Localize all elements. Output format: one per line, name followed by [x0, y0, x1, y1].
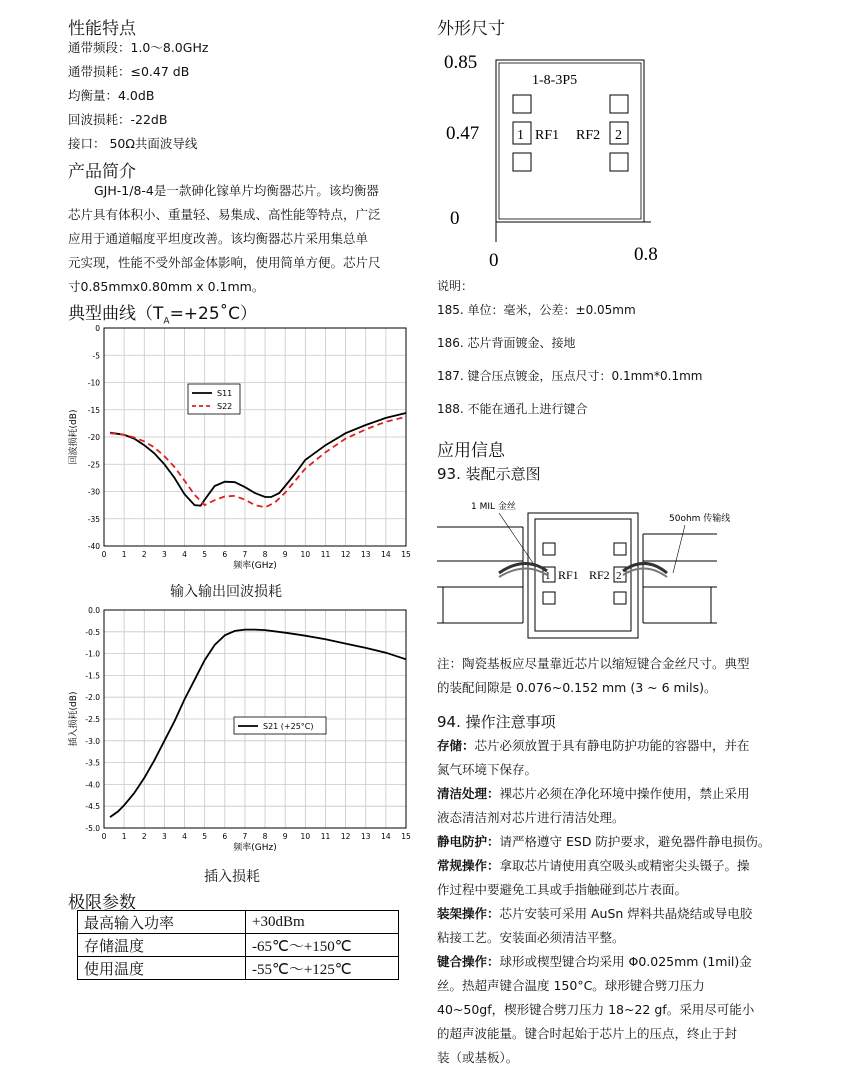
y-tick-label: -25	[87, 460, 100, 470]
rf1-label: RF1	[535, 128, 560, 143]
perf-list	[68, 36, 208, 156]
note-item: 188. 不能在通孔上进行键合	[437, 402, 588, 416]
ops-line: 装（或基板）。	[437, 1050, 519, 1065]
pad	[543, 543, 555, 555]
perf-item: 回波损耗：-22dB	[68, 112, 168, 127]
notes-title: 说明：	[437, 279, 474, 293]
x-tick-label: 15	[401, 550, 411, 559]
limit-name: 使用温度	[78, 957, 246, 980]
x-tick-label: 1	[121, 550, 127, 559]
assembly-diagram	[437, 497, 737, 647]
pad-1-label: 1	[545, 570, 551, 582]
intro-text	[68, 179, 418, 299]
pad	[543, 592, 555, 604]
x-tick-label: 2	[141, 832, 147, 841]
x-tick-label: 5	[202, 832, 208, 841]
y-tick: 0.47	[446, 123, 480, 144]
y-tick-label: -20	[87, 433, 100, 442]
pad	[610, 95, 628, 113]
y-tick-label: -4.5	[85, 802, 100, 812]
pad	[513, 153, 531, 171]
x-tick-label: 1	[121, 832, 127, 841]
limit-value: -65℃～+150℃	[246, 934, 399, 957]
ops-line: 丝。热超声键合温度 150°C。球形键合劈刀压力	[437, 978, 705, 993]
table-row	[78, 934, 399, 957]
leader-line	[673, 525, 685, 573]
x-tick-label: 10	[300, 832, 311, 841]
chip-label: 1-8-3P5	[532, 73, 578, 88]
x-tick-label: 4	[182, 832, 187, 841]
limits-title: 极限参数	[68, 893, 136, 913]
app-title: 应用信息	[437, 441, 505, 461]
notes-list	[437, 301, 702, 433]
y-tick-label: -2.0	[85, 693, 100, 703]
x-tick-label: 8	[262, 550, 268, 559]
perf-item: 通带频段：1.0～8.0GHz	[68, 40, 209, 55]
y-tick-label: -5	[92, 351, 100, 361]
legend-label: S22	[217, 402, 233, 411]
note-item: 187. 键合压点镀金，压点尺寸：0.1mm*0.1mm	[437, 369, 703, 383]
y-tick-label: -1.5	[85, 671, 100, 681]
y-tick-label: -3.0	[85, 736, 100, 746]
y-tick-label: -5.0	[85, 824, 100, 833]
x-tick-label: 5	[202, 550, 208, 559]
limit-name: 存储温度	[78, 934, 246, 957]
note-item: 186. 芯片背面镀金、接地	[437, 336, 576, 350]
chart1-caption: 输入输出回波损耗	[170, 584, 282, 600]
perf-item: 均衡量：4.0dB	[68, 88, 155, 103]
assembly-note	[437, 652, 750, 700]
x-tick-label: 6	[222, 550, 228, 559]
perf-item: 接口： 50Ω共面波导线	[68, 136, 198, 151]
x-axis-label: 频率(GHz)	[233, 561, 277, 571]
legend-label: S11	[217, 389, 233, 398]
ops-line: 粘接工艺。安装面必须清洁平整。	[437, 930, 625, 945]
x-tick-label: 10	[300, 550, 311, 559]
y-tick-label: -10	[87, 378, 100, 388]
note-line: 的装配间隙是 0.076~0.152 mm (3 ~ 6 mils)。	[437, 680, 717, 695]
intro-line: GJH-1/8-4是一款砷化镓单片均衡器芯片。该均衡器	[94, 183, 379, 198]
ops-item: 静电防护：请严格遵守 ESD 防护要求，避免器件静电损伤。	[437, 834, 771, 849]
x-tick-label: 6	[222, 832, 228, 841]
y-tick: 0.85	[444, 52, 478, 73]
x-tick-label: 0	[101, 832, 107, 841]
assembly-title: 93. 装配示意图	[437, 465, 541, 483]
x-tick-label: 11	[320, 550, 331, 559]
return-loss-plot	[67, 324, 411, 571]
pad-2-label: 2	[616, 570, 622, 582]
x-tick-label: 3	[162, 832, 167, 841]
line-label: 50ohm 传输线	[669, 514, 731, 524]
y-tick-label: -35	[87, 514, 100, 524]
x-tick-label: 15	[401, 832, 411, 841]
perf-item: 通带损耗：≤0.47 dB	[68, 64, 190, 79]
x-axis-label: 频率(GHz)	[233, 843, 277, 853]
x-tick-label: 7	[242, 550, 248, 559]
return-loss-chart	[62, 318, 422, 586]
outline-drawing	[436, 40, 676, 270]
ops-item: 常规操作：拿取芯片请使用真空吸头或精密尖头镊子。操	[437, 858, 750, 873]
ops-item: 清洁处理：裸芯片必须在净化环境中操作使用，禁止采用	[437, 786, 750, 801]
rf2-label: RF2	[576, 128, 601, 143]
y-tick-label: -30	[87, 487, 100, 497]
y-tick-label: -2.5	[85, 715, 100, 724]
x-tick-label: 4	[182, 550, 187, 559]
y-axis-label: 插入损耗(dB)	[69, 691, 79, 747]
x-tick: 0	[489, 250, 499, 270]
x-tick-label: 14	[381, 550, 391, 559]
y-tick-label: -4.0	[85, 780, 100, 790]
x-tick-label: 13	[360, 832, 371, 841]
curve-title: 典型曲线$(T_A=+25˚C)$	[68, 304, 258, 327]
rf1-label: RF1	[558, 568, 579, 582]
pad	[614, 543, 626, 555]
intro-line: 元实现，性能不受外部金体影响，使用简单方便。芯片尺	[68, 255, 381, 270]
y-tick-label: -40	[87, 542, 100, 551]
ops-item: 装架操作：芯片安装可采用 AuSn 焊料共晶烧结或导电胶	[437, 906, 753, 921]
y-tick-label: 0.0	[88, 606, 100, 615]
intro-line: 应用于通道幅度平坦度改善。该均衡器芯片采用集总单	[68, 231, 369, 246]
table-row	[78, 911, 399, 934]
ops-line: 作过程中要避免工具或手指触碰到芯片表面。	[437, 882, 688, 897]
pad-1-label: 1	[517, 128, 524, 143]
pad	[513, 95, 531, 113]
limit-value: +30dBm	[246, 911, 399, 934]
chart2-caption: 插入损耗	[204, 869, 260, 885]
x-tick: 0.8	[634, 244, 658, 265]
x-tick-label: 3	[162, 550, 167, 559]
pad-2-label: 2	[615, 128, 622, 143]
outline-title: 外形尺寸	[437, 19, 505, 39]
ops-item: 键合操作：球形或楔型键合均采用 Φ0.025mm (1mil)金	[437, 954, 752, 969]
limit-value: -55℃～+125℃	[246, 957, 399, 980]
x-tick-label: 9	[282, 550, 288, 559]
x-tick-label: 8	[262, 832, 268, 841]
intro-title: 产品简介	[68, 162, 136, 182]
perf-title: 性能特点	[68, 19, 136, 39]
ops-line: 液态清洁剂对芯片进行清洁处理。	[437, 810, 625, 825]
y-axis-label: 回波损耗(dB)	[69, 409, 79, 465]
legend-label: S21 (+25°C)	[263, 722, 314, 731]
table-row	[78, 957, 399, 980]
ops-line: 的超声波能量。键合时起始于芯片上的压点，终止于封	[437, 1026, 738, 1041]
limit-name: 最高输入功率	[78, 911, 246, 934]
x-tick-label: 13	[360, 550, 371, 559]
intro-line: 寸0.85mmx0.80mm x 0.1mm。	[68, 279, 265, 294]
insertion-loss-plot	[67, 606, 411, 853]
ops-title: 94. 操作注意事项	[437, 713, 556, 731]
rf2-label: RF2	[589, 568, 610, 582]
x-tick-label: 12	[340, 550, 351, 559]
intro-line: 芯片具有体积小、重量轻、易集成、高性能等特点，广泛	[68, 207, 381, 222]
y-tick-label: -15	[87, 405, 100, 415]
x-tick-label: 7	[242, 832, 248, 841]
x-tick-label: 11	[320, 832, 331, 841]
y-tick-label: -1.0	[85, 649, 100, 659]
ops-list	[437, 734, 782, 1070]
y-tick-label: -0.5	[85, 627, 100, 637]
insertion-loss-chart	[62, 600, 422, 868]
note-item: 185. 单位：毫米，公差：±0.05mm	[437, 303, 636, 317]
y-tick: 0	[450, 208, 460, 229]
x-tick-label: 0	[101, 550, 107, 559]
x-tick-label: 14	[381, 832, 391, 841]
ops-item: 存储：芯片必须放置于具有静电防护功能的容器中，并在	[437, 738, 750, 753]
y-tick-label: -3.5	[85, 758, 100, 768]
x-tick-label: 9	[282, 832, 288, 841]
wire-label: 1 MIL 金丝	[471, 502, 516, 512]
x-tick-label: 12	[340, 832, 351, 841]
pad	[610, 153, 628, 171]
note-line: 注：陶瓷基板应尽量靠近芯片以缩短键合金丝尺寸。典型	[437, 656, 750, 671]
pad	[614, 592, 626, 604]
y-tick-label: 0	[95, 324, 100, 333]
limits-table	[77, 910, 399, 980]
ops-line: 氮气环境下保存。	[437, 762, 538, 777]
ops-line: 40~50gf，楔形键合劈刀压力 18~22 gf。采用尽可能小	[437, 1002, 755, 1017]
x-tick-label: 2	[141, 550, 147, 559]
